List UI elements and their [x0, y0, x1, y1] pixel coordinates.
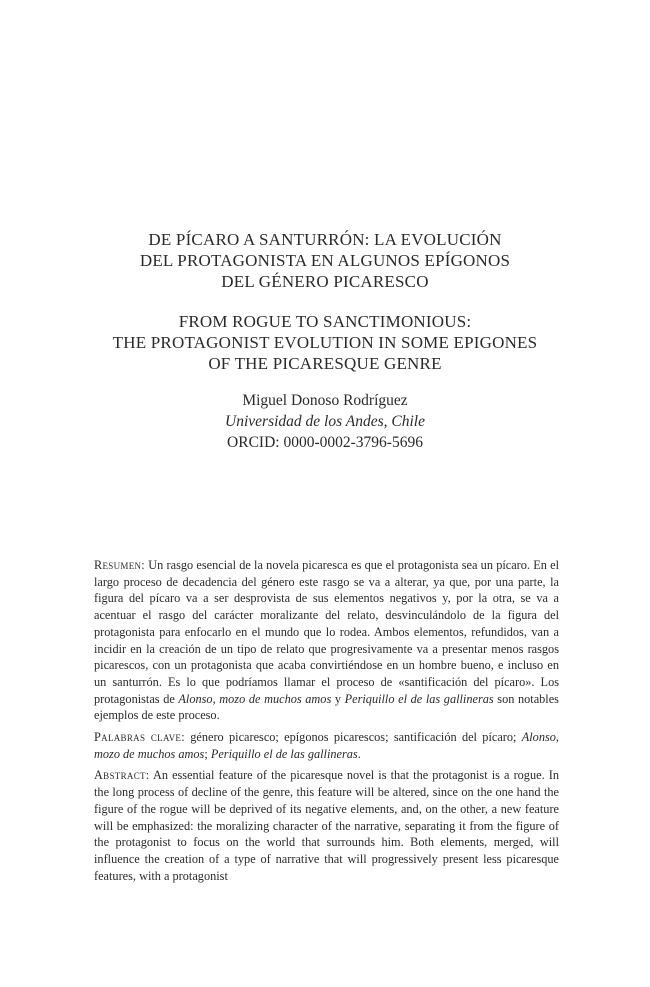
resumen-paragraph — [94, 557, 559, 724]
keywords-paragraph — [94, 729, 559, 762]
abstract-text: An essential feature of the picaresque novel is that the protagonist is a rogue. In the long process of decline of the genre, this feature will be altered, since on the one hand the figure of the rogue will be deprived of its negative elements, and, on the other, a new feature will be emphasized: the moralizing character of the narrative, separating it from the figure of the protagonist to focus on the world that surrounds him. Both elements, merged, will influence the creation of a type of narrative that will progressively present less picaresque features, with a protagonist — [94, 768, 559, 883]
resumen-text-end: son notables ejemplos de este proceso. — [94, 691, 559, 723]
abstract-section — [94, 557, 559, 889]
author-info — [60, 390, 590, 453]
spanish-title-line-1: DE PÍCARO A SANTURRÓN: LA EVOLUCIÓN — [148, 230, 502, 249]
english-title — [60, 311, 590, 374]
resumen-label: Resumen: — [94, 558, 146, 572]
spanish-title — [60, 229, 590, 292]
author-affiliation: Universidad de los Andes, Chile — [225, 413, 425, 430]
spanish-title-line-2: DEL PROTAGONISTA EN ALGUNOS EPÍGONOS — [139, 251, 511, 270]
abstract-label: Abstract: — [94, 768, 150, 783]
keywords-label: Palabras clave: — [94, 730, 185, 745]
keywords-work-2: Periquillo el de las gallineras — [210, 746, 358, 761]
keywords-work-1: Alonso, mozo de muchos amos — [94, 730, 559, 761]
keywords-separator: ; — [204, 746, 211, 761]
english-title-line-2: THE PROTAGONIST EVOLUTION IN SOME EPIGONES — [112, 333, 538, 352]
author-orcid: ORCID: 0000-0002-3796-5696 — [227, 434, 423, 451]
author-name: Miguel Donoso Rodríguez — [242, 392, 408, 409]
resumen-connector: y — [331, 691, 345, 706]
resumen-text: Un rasgo esencial de la novela picaresca es que el protagonista sea un pícaro. En el largo proceso de decadencia del género este rasgo se va a alterar, ya que, por una parte, la figura del pícaro va a ser desprovista de sus elementos negativos y, por la otra, se va a acentuar el rasgo del carácter moralizante del relato, desvinculándolo de la figura del protagonista para enfocarlo en el mundo que lo rodea. Ambos elementos, refundidos, van a incidir en la creación de un tipo de relato que progresivamente va a presentar menos rasgos picarescos, con un protagonista que acaba convirtiéndose en un hombre bueno, e incluso en un santurrón. Es lo que podríamos llamar el proceso de «santificación del pícaro». Los protagonistas de — [94, 558, 559, 706]
resumen-work-2: Periquillo el de las gallineras — [344, 691, 494, 706]
keywords-end: . — [357, 746, 361, 761]
spanish-title-line-3: DEL GÉNERO PICARESCO — [221, 272, 429, 291]
resumen-work-1: Alonso, mozo de muchos amos — [178, 691, 332, 706]
keywords-text: género picaresco; epígonos picarescos; santificación del pícaro; — [184, 730, 522, 745]
english-title-line-1: FROM ROGUE TO SANCTIMONIOUS: — [178, 312, 472, 331]
abstract-paragraph — [94, 767, 559, 884]
english-title-line-3: OF THE PICARESQUE GENRE — [208, 354, 442, 373]
